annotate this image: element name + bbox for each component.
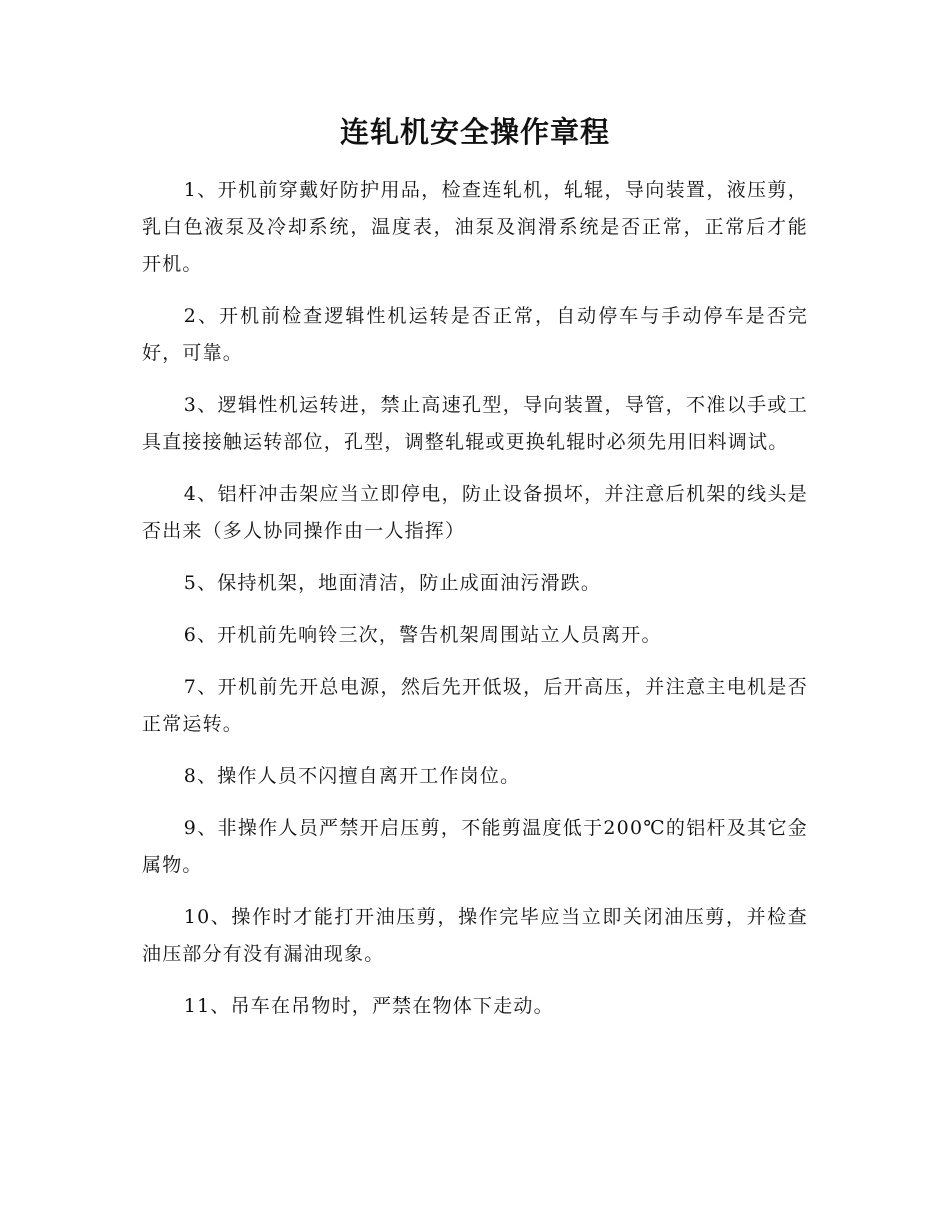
document-page: [142, 110, 808, 1040]
clause-6: 6、开机前先响铃三次，警告机架周围站立人员离开。: [183, 624, 662, 646]
clause-2: 2、开机前检查逻辑性机运转是否正常，自动停车与手动停车是否完好，可靠。: [142, 305, 808, 364]
clause-5: 5、保持机架，地面清洁，防止成面油污滑跌。: [183, 572, 602, 594]
clause-9: 9、非操作人员严禁开启压剪，不能剪温度低于200℃的铝杆及其它金属物。: [142, 817, 808, 876]
clause-7: 7、开机前先开总电源，然后先开低圾，后开高压，并注意主电机是否正常运转。: [142, 676, 808, 735]
clause-8: 8、操作人员不闪擅自离开工作岗位。: [183, 765, 521, 787]
document-title: 连轧机安全操作章程: [339, 115, 610, 149]
clause-3: 3、逻辑性机运转进，禁止高速孔型，导向装置，导管，不准以手或工具直接接触运转部位，孔型，调整轧辊或更换轧辊时必须先用旧料调试。: [142, 394, 808, 453]
clause-1: 1、开机前穿戴好防护用品，检查连轧机，轧辊，导向装置，液压剪，乳白色液泵及冷却系统，温度表，油泵及润滑系统是否正常，正常后才能开机。: [142, 179, 808, 275]
clause-11: 11、吊车在吊物时，严禁在物体下走动。: [183, 995, 554, 1017]
clause-10: 10、操作时才能打开油压剪，操作完毕应当立即关闭油压剪，并检查油压部分有没有漏油现象。: [142, 906, 808, 965]
clause-4: 4、铝杆冲击架应当立即停电，防止设备损坏，并注意后机架的线头是否出来（多人协同操作由一人指挥）: [142, 483, 808, 542]
